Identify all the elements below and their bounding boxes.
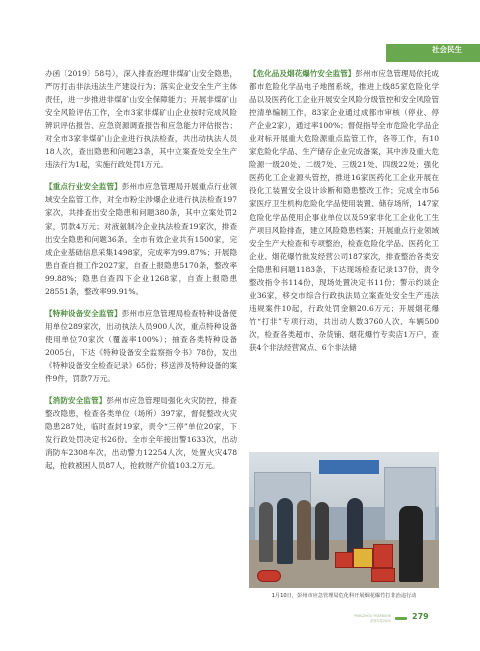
heading-key-industry: 【重点行业安全监管】 <box>45 182 122 192</box>
footer-line-1: PENGZHOU YEARBOOK <box>354 614 391 618</box>
footer-yearbook-label <box>336 614 391 623</box>
paragraph-key-industry <box>45 180 237 297</box>
paragraph-special-equipment <box>45 307 237 385</box>
news-photo <box>249 452 439 588</box>
heading-hazardous-chemicals: 【危化品及烟花爆竹安全监管】 <box>249 69 356 78</box>
paragraph-key-industry-body: 彭州市应急管理局开展重点行业领域安全监管工作，对全市粉尘涉爆企业进行执法检查197家次，共排查出安全隐患和问题380条，其中立案处罚2家，罚款4万元；对液氨制冷企业执法检查19家次，排查出安全隐患和问题36条。全市有效企业共有1500家，完成企业基础信息采集1498家，完成率为99.87%；开展隐患自查自报工作2027家，自查上报隐患5170条，整改率99.88%；隐患自查四下企业1268家，自查上报隐患28551条，整改率99.91%。 <box>45 182 237 296</box>
paragraph-nonmetal-mines: 办函〔2019〕58号），深入排查治理非煤矿山安全隐患，严厉打击非法违法生产建设行为；落实企业安全生产主体责任，进一步推进非煤矿山安全保障能力；开展非煤矿山安全风险评估工作，全市3家非煤矿山企业按时完成风险辨识评估报告、应急资源调查报告和应急能力评估报告；对全市3家非煤矿山企业进行执法检查，共出动执法人员18人次，查出隐患和问题23条，其中立案查处安全生产违法行为1起，实施行政处罚1万元。 <box>45 69 237 170</box>
section-title: 社会民生 <box>432 45 462 54</box>
photo-person <box>259 502 273 562</box>
paragraph-special-equipment-body: 彭州市应急管理局检查特种设备使用单位289家次，出动执法人员900人次，重点特种设备使用单位70家次（覆盖率100%）；抽查各类特种设备2005台，下达《特种设备安全监察指令书》78份，发出《特种设备安全检查记录》65份；移送涉及特种设备的案件9件，罚款7万元。 <box>45 308 237 384</box>
footer-line-2: 彭州年鉴2020 <box>370 618 391 623</box>
paragraph-hazardous-chemicals <box>249 67 439 354</box>
photo-person <box>297 500 311 560</box>
photo-firework-box <box>353 548 373 568</box>
photo-person <box>399 506 423 582</box>
heading-fire-safety: 【消防安全监管】 <box>45 396 107 406</box>
heading-special-equipment: 【特种设备安全监管】 <box>45 308 122 318</box>
photo-person <box>277 498 293 564</box>
photo-firework-box <box>373 544 393 568</box>
footer-accent-bar <box>395 617 407 620</box>
paragraph-hazardous-chemicals-body: 彭州市应急管理局依托成都市危险化学品电子地图系统，推进上线85家危险化学品以及医药化工企业开展安全风险分级管控和安全风险管控清单编制工作，83家企业通过成都市审核（停业、停产企业2家），通过率100%；督促指导全市危险化学品企业对标开展重大危险源重点监管工作，各等工作，有10家危险化学品、生产储存企业完成备案，其中涉及重大危险源一级20处、二级7处、三级21处、四级22处；强化医药化工企业源头管控，推进16家医药化工企业开展在役化工装置安全设计诊断和隐患整改工作；完成全市56家医疗卫生机构危险化学品使用装置、储存场所，147家危险化学品使用企事业单位以及59家非化工企业化工生产项目风险排查，建立风险隐患档案；开展重点行业领域安全生产大检查和专项整治，检查危险化学品、医药化工企业、烟花爆竹批发经营公司187家次，排查整治各类安全隐患和问题1183条，下达现场检查记录137份，责令整改指令书114份，现场处置决定书11份；警示约谈企业36家，移交市综合行政执法局立案查处安全生产违法违规案件10起，行政处罚金额20.6万元；开展烟花爆竹“打非”专项行动，共出动人数3760人次、车辆500次，检查各类超市、杂货铺、烟花爆竹专卖店1万户，查获4个非法经营窝点、6个非法储 <box>249 69 439 352</box>
photo-shop-sign <box>319 460 379 474</box>
photo-firework-box <box>335 552 353 568</box>
photo-firework-box <box>257 570 281 582</box>
photo-firework-box <box>371 568 395 582</box>
page-number: 279 <box>412 612 429 621</box>
photo-caption: 1月10日，彭州市应急管理局危化科开展烟花爆竹打非治违行动 <box>271 593 417 599</box>
photo-person <box>315 502 329 560</box>
paragraph-fire-safety-body: 彭州市应急管理局强化火灾防控，排查整改隐患，检查各类单位（场所）397家，督促整改火灾隐患287处，临时查封19家，责令“三停”单位20家，下发行政处罚决定书26份。全市全年接出警1633次，出动消防车2308车次，出动警力12254人次，处置火灾478起，抢救被困人员87人，抢救财产价值103.2万元。 <box>45 396 237 471</box>
paragraph-fire-safety <box>45 394 237 472</box>
left-column <box>45 67 237 472</box>
right-column <box>249 67 439 354</box>
section-subtitle: SOCIAL PEOPLE'S LIVELIHOOD <box>402 56 462 60</box>
